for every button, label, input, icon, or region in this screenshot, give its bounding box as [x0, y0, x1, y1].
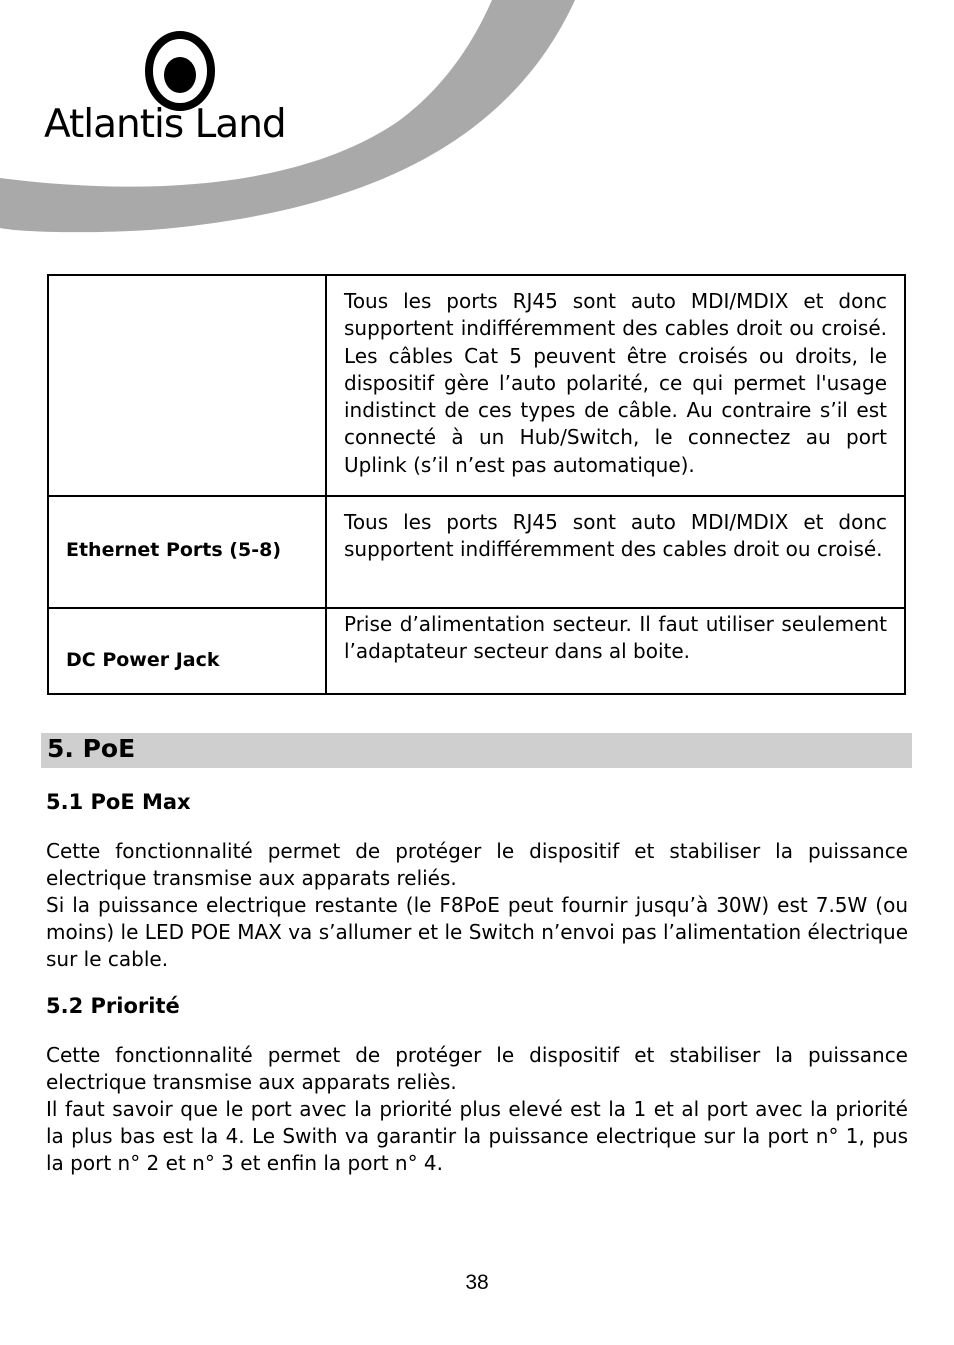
subsection-title-poe-max: 5.1 PoE Max	[46, 790, 191, 814]
section-title: 5. PoE	[47, 734, 136, 763]
subsection-title-priorite: 5.2 Priorité	[46, 994, 180, 1018]
row-description: Prise d’alimentation secteur. Il faut utiliser seulement l’adaptateur secteur dans al boite.	[344, 612, 887, 664]
paragraph: Cette fonctionnalité permet de protéger le dispositif et stabiliser la puissance electrique transmise aux apparats reliès.	[46, 1043, 908, 1094]
table-desc-cell	[326, 608, 905, 694]
section-header-bar	[41, 733, 912, 768]
row-description: Tous les ports RJ45 sont auto MDI/MDIX et donc supportent indifféremment des cables droit ou croisé.	[344, 510, 887, 562]
row-label: DC Power Jack	[66, 649, 220, 671]
paragraph: Il faut savoir que le port avec la priorité plus elevé est la 1 et al port avec la priorité la plus bas est la 4. Le Swith va garantir la puissance electrique sur la port n° 1, pus la port n° 2 et n° 3 et enfin la port n° 4.	[46, 1097, 908, 1175]
paragraph: Si la puissance electrique restante (le F8PoE peut fournir jusqu’à 30W) est 7.5W (ou moins) le LED POE MAX va s’allumer et le Switch n’envoi pas l’alimentation électrique sur le cable.	[46, 893, 908, 971]
page-number: 38	[465, 1271, 489, 1294]
table-label-cell	[48, 275, 326, 496]
circle-dot-logo-icon	[144, 30, 216, 112]
row-description: Tous les ports RJ45 sont auto MDI/MDIX et donc supportent indifféremment des cables droit ou croisé. Les câbles Cat 5 peuvent être croisés ou droits, le dispositif gère l’auto polarité, ce qui permet l'usage indistinct de ces types de câble. Au contraire s’il est connecté à un Hub/Switch, le connectez au port Uplink (s’il n’est pas automatique).	[344, 289, 887, 477]
table-desc-cell	[326, 496, 905, 608]
table-row	[48, 496, 905, 608]
table-label-cell	[48, 496, 326, 608]
row-label: Ethernet Ports (5-8)	[66, 539, 282, 561]
ports-table	[47, 274, 906, 695]
paragraph: Cette fonctionnalité permet de protéger le dispositif et stabiliser la puissance electrique transmise aux apparats reliés.	[46, 839, 908, 890]
table-row	[48, 608, 905, 694]
table-desc-cell	[326, 275, 905, 496]
table-row	[48, 275, 905, 496]
brand-name: Atlantis Land	[44, 102, 286, 147]
table-label-cell	[48, 608, 326, 694]
